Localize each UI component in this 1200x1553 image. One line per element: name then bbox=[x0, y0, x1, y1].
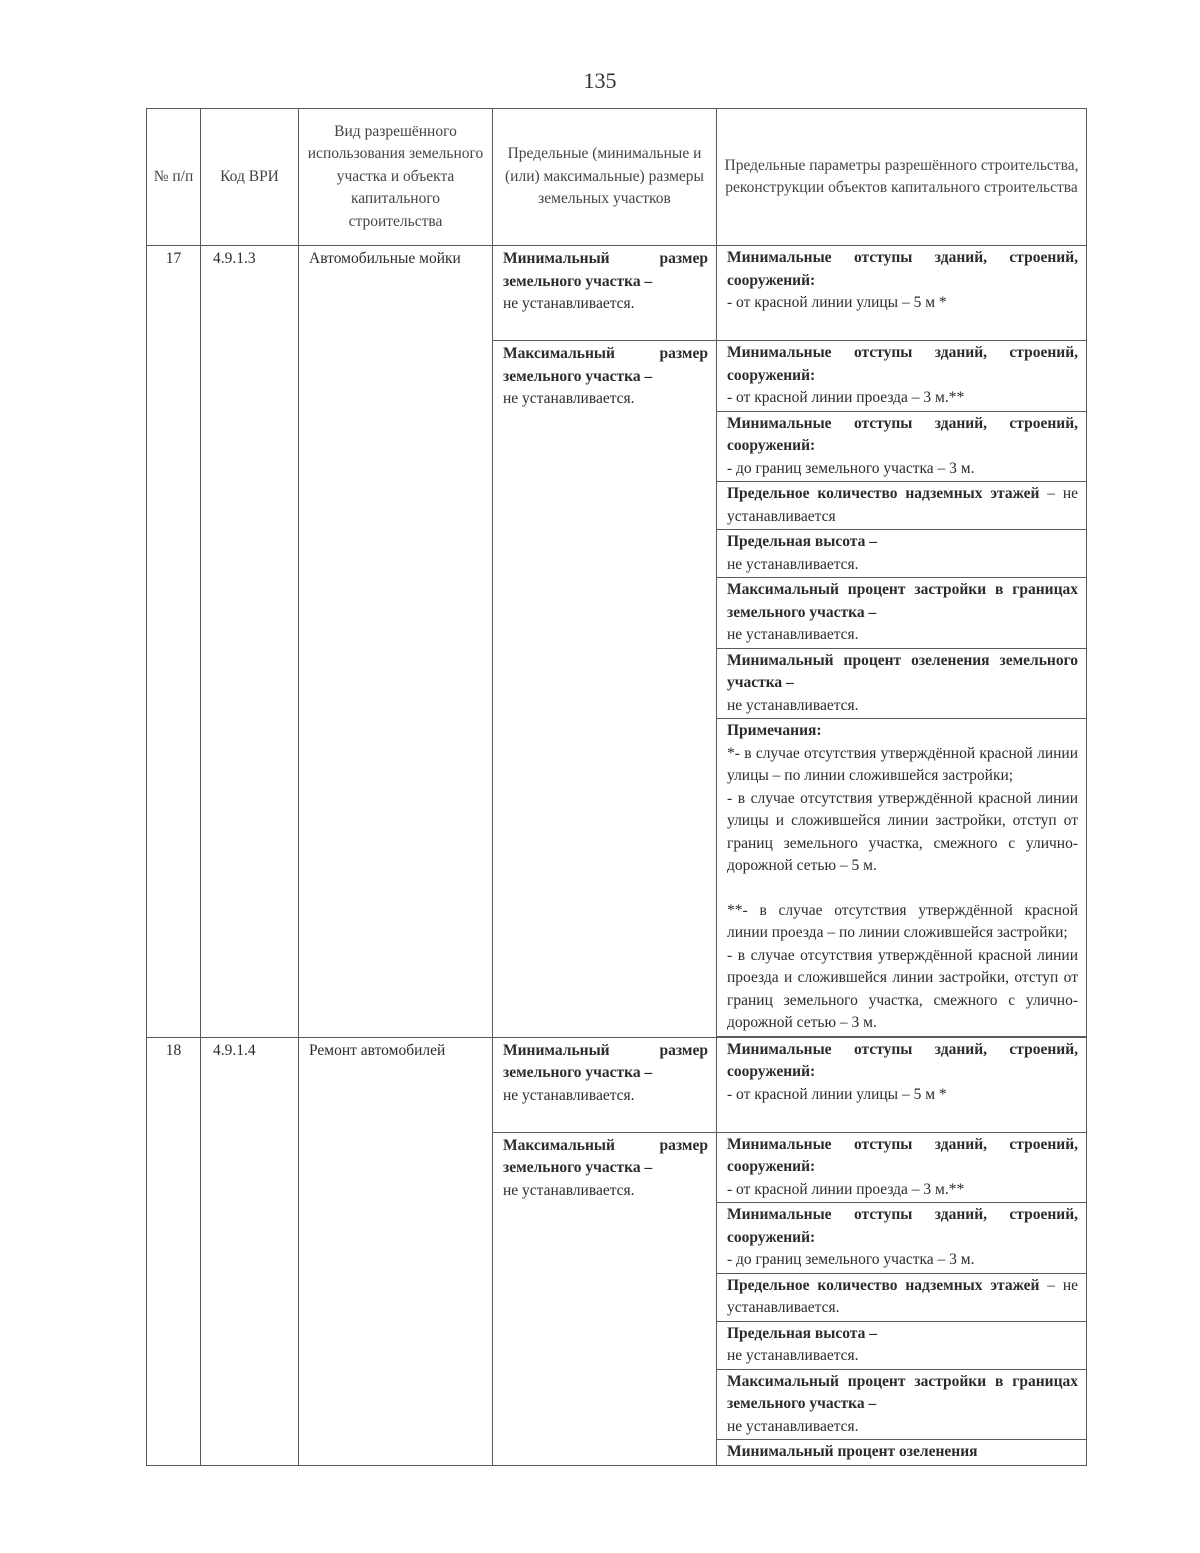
min-size-value: не устанавливается. bbox=[503, 1086, 635, 1104]
param-title: Предельное количество надземных этажей bbox=[727, 485, 1040, 502]
param-cell bbox=[717, 246, 1087, 341]
param-cell bbox=[717, 1440, 1087, 1466]
header-code: Код ВРИ bbox=[201, 109, 299, 246]
param-cell bbox=[717, 1321, 1087, 1369]
max-size-cell bbox=[493, 341, 717, 1038]
param-value: – не устанавливается. bbox=[727, 1276, 1078, 1316]
param-cell bbox=[717, 482, 1087, 530]
max-size-title: Максимальный размер земельного участка – bbox=[503, 1136, 708, 1176]
row-number: 18 bbox=[147, 1037, 201, 1465]
param-cell bbox=[717, 530, 1087, 578]
table-row bbox=[147, 1037, 1087, 1132]
param-cell bbox=[717, 1132, 1087, 1203]
param-value: - от красной линии проезда – 3 м.** bbox=[727, 1180, 965, 1198]
param-title: Минимальные отступы зданий, строений, сооружений: bbox=[727, 1135, 1078, 1175]
param-cell bbox=[717, 341, 1087, 412]
param-cell bbox=[717, 411, 1087, 482]
min-size-title: Минимальный размер земельного участка – bbox=[503, 1041, 708, 1081]
param-cell bbox=[717, 648, 1087, 719]
header-use-type: Вид разрешённого использования земельного участка и объекта капитального строительства bbox=[299, 109, 493, 246]
note-text: - в случае отсутствия утверждённой красной линии проезда и сложившейся линии застройки, отступ от границ земельного участка, смежного с улично-дорожной сетью – 3 м. bbox=[727, 946, 1078, 1031]
param-title: Минимальный процент озеленения bbox=[727, 1443, 978, 1460]
param-value: не устанавливается. bbox=[727, 626, 859, 643]
header-num: № п/п bbox=[147, 109, 201, 246]
max-size-value: не устанавливается. bbox=[503, 1181, 635, 1199]
note-text: - в случае отсутствия утверждённой красной линии улицы и сложившейся линии застройки, отступ от границ земельного участка, смежного с улично-дорожной сетью – 5 м. bbox=[727, 789, 1078, 874]
min-size-title: Минимальный размер земельного участка – bbox=[503, 250, 708, 290]
table-header-row bbox=[147, 109, 1087, 246]
header-plot-sizes: Предельные (минимальные и (или) максимальные) размеры земельных участков bbox=[493, 109, 717, 246]
row-code: 4.9.1.3 bbox=[201, 246, 299, 1038]
note-text: *- в случае отсутствия утверждённой красной линии улицы – по линии сложившейся застройки; bbox=[727, 744, 1078, 784]
param-title: Минимальные отступы зданий, строений, сооружений: bbox=[727, 249, 1078, 289]
param-title: Предельное количество надземных этажей bbox=[727, 1276, 1040, 1294]
param-value: – не устанавливается bbox=[727, 485, 1078, 525]
param-cell bbox=[717, 1369, 1087, 1440]
note-text: **- в случае отсутствия утверждённой красной линии проезда – по линии сложившейся застройки; bbox=[727, 901, 1078, 941]
param-value: - от красной линии проезда – 3 м.** bbox=[727, 389, 965, 406]
min-size-value: не устанавливается. bbox=[503, 295, 635, 312]
min-size-cell bbox=[493, 246, 717, 341]
param-value: не устанавливается. bbox=[727, 555, 859, 573]
notes-title: Примечания: bbox=[727, 722, 822, 739]
note-spacer bbox=[727, 878, 1078, 900]
param-title: Минимальный процент озеленения земельного участка – bbox=[727, 651, 1078, 691]
notes-cell bbox=[717, 719, 1087, 1037]
param-title: Предельная высота – bbox=[727, 1324, 877, 1342]
row-code: 4.9.1.4 bbox=[201, 1037, 299, 1465]
max-size-cell bbox=[493, 1132, 717, 1465]
param-value: не устанавливается. bbox=[727, 696, 859, 714]
param-value: не устанавливается. bbox=[727, 1417, 859, 1435]
header-params: Предельные параметры разрешённого строительства, реконструкции объектов капитального строительства bbox=[717, 109, 1087, 246]
row-number: 17 bbox=[147, 246, 201, 1038]
param-cell bbox=[717, 578, 1087, 649]
max-size-title: Максимальный размер земельного участка – bbox=[503, 345, 708, 385]
param-value: - до границ земельного участка – 3 м. bbox=[727, 459, 975, 477]
param-value: - до границ земельного участка – 3 м. bbox=[727, 1251, 975, 1268]
param-value: - от красной линии улицы – 5 м * bbox=[727, 294, 947, 311]
param-title: Предельная высота – bbox=[727, 533, 877, 550]
param-cell bbox=[717, 1203, 1087, 1274]
param-title: Минимальные отступы зданий, строений, сооружений: bbox=[727, 1040, 1078, 1080]
param-value: - от красной линии улицы – 5 м * bbox=[727, 1085, 947, 1103]
param-value: не устанавливается. bbox=[727, 1347, 859, 1364]
param-title: Минимальные отступы зданий, строений, сооружений: bbox=[727, 414, 1078, 454]
param-cell bbox=[717, 1037, 1087, 1132]
param-title: Минимальные отступы зданий, строений, сооружений: bbox=[727, 344, 1078, 384]
page-number: 135 bbox=[583, 68, 617, 93]
regulations-table bbox=[146, 108, 1087, 1466]
table-row bbox=[147, 246, 1087, 341]
max-size-value: не устанавливается. bbox=[503, 390, 635, 407]
param-title: Минимальные отступы зданий, строений, сооружений: bbox=[727, 1206, 1078, 1246]
param-title: Максимальный процент застройки в границах земельного участка – bbox=[727, 581, 1078, 621]
param-title: Максимальный процент застройки в границах земельного участка – bbox=[727, 1372, 1078, 1412]
row-use-name: Автомобильные мойки bbox=[299, 246, 493, 1038]
min-size-cell bbox=[493, 1037, 717, 1132]
row-use-name: Ремонт автомобилей bbox=[299, 1037, 493, 1465]
param-cell bbox=[717, 1273, 1087, 1321]
